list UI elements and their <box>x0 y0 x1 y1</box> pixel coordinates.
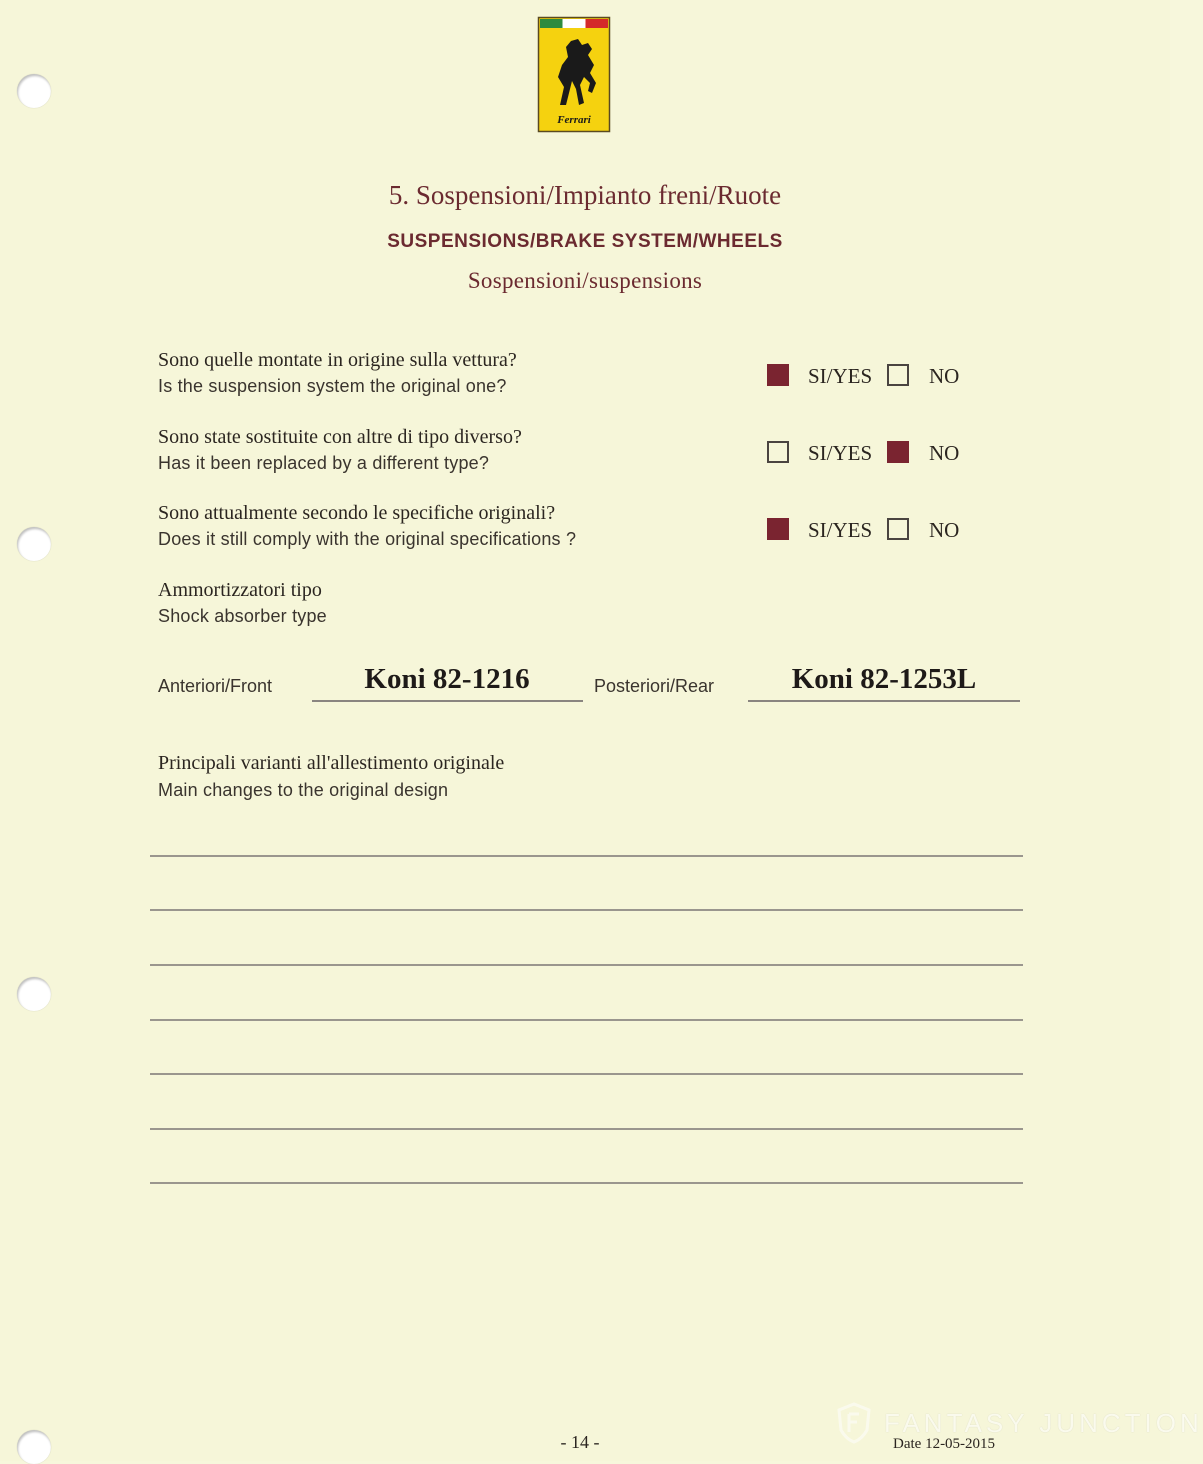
section-subtitle: Sospensioni/suspensions <box>467 268 703 293</box>
q3-no-label: NO <box>929 518 960 542</box>
section-title-en: SUSPENSIONS/BRAKE SYSTEM/WHEELS <box>387 231 783 252</box>
binder-hole <box>17 977 51 1011</box>
q1-no-label: NO <box>929 364 960 388</box>
q2-yes-checkbox[interactable] <box>767 441 789 463</box>
changes-line[interactable] <box>150 964 1023 966</box>
q2-yes-label: SI/YES <box>808 441 873 465</box>
changes-line[interactable] <box>150 855 1023 857</box>
rear-underline <box>748 700 1020 702</box>
question-1-en: Is the suspension system the original one? <box>158 376 507 396</box>
binder-hole <box>17 74 51 108</box>
question-1-it: Sono quelle montate in origine sulla vettura? <box>158 349 517 371</box>
question-2-it: Sono state sostituite con altre di tipo diverso? <box>158 426 522 448</box>
q3-yes-checkbox[interactable] <box>767 518 789 540</box>
front-label: Anteriori/Front <box>158 676 273 696</box>
question-2-en: Has it been replaced by a different type? <box>158 453 490 473</box>
form-date: Date 12-05-2015 <box>893 1436 996 1452</box>
changes-it: Principali varianti all'allestimento originale <box>158 752 505 774</box>
shield-icon <box>836 1402 872 1444</box>
q2-no-label: NO <box>929 441 960 465</box>
q3-yes-label: SI/YES <box>808 518 873 542</box>
changes-line[interactable] <box>150 909 1023 911</box>
binder-hole <box>17 1430 51 1464</box>
ferrari-logo-icon <box>538 17 610 132</box>
question-3-en: Does it still comply with the original specifications ? <box>158 529 577 549</box>
section-title-it: 5. Sospensioni/Impianto freni/Ruote <box>388 180 782 210</box>
watermark-text: FANTASY JUNCTION <box>884 1408 1203 1438</box>
rear-label: Posteriori/Rear <box>594 676 715 696</box>
changes-line[interactable] <box>150 1182 1023 1184</box>
changes-line[interactable] <box>150 1073 1023 1075</box>
q1-yes-label: SI/YES <box>808 364 873 388</box>
changes-en: Main changes to the original design <box>158 780 449 800</box>
rear-value-field[interactable]: Koni 82-1253L <box>791 663 977 695</box>
shock-type-en: Shock absorber type <box>158 606 327 626</box>
changes-line[interactable] <box>150 1019 1023 1021</box>
svg-text:Ferrari: Ferrari <box>557 114 591 126</box>
q1-no-checkbox[interactable] <box>887 364 909 386</box>
q2-no-checkbox[interactable] <box>887 441 909 463</box>
shock-type-it: Ammortizzatori tipo <box>158 579 322 601</box>
changes-line[interactable] <box>150 1128 1023 1130</box>
front-value-field[interactable]: Koni 82-1216 <box>364 663 530 695</box>
front-underline <box>312 700 583 702</box>
q3-no-checkbox[interactable] <box>887 518 909 540</box>
watermark <box>836 1402 1203 1446</box>
question-3-it: Sono attualmente secondo le specifiche originali? <box>158 502 556 524</box>
binder-hole <box>17 527 51 561</box>
q1-yes-checkbox[interactable] <box>767 364 789 386</box>
page-number: - 14 - <box>560 1432 600 1452</box>
